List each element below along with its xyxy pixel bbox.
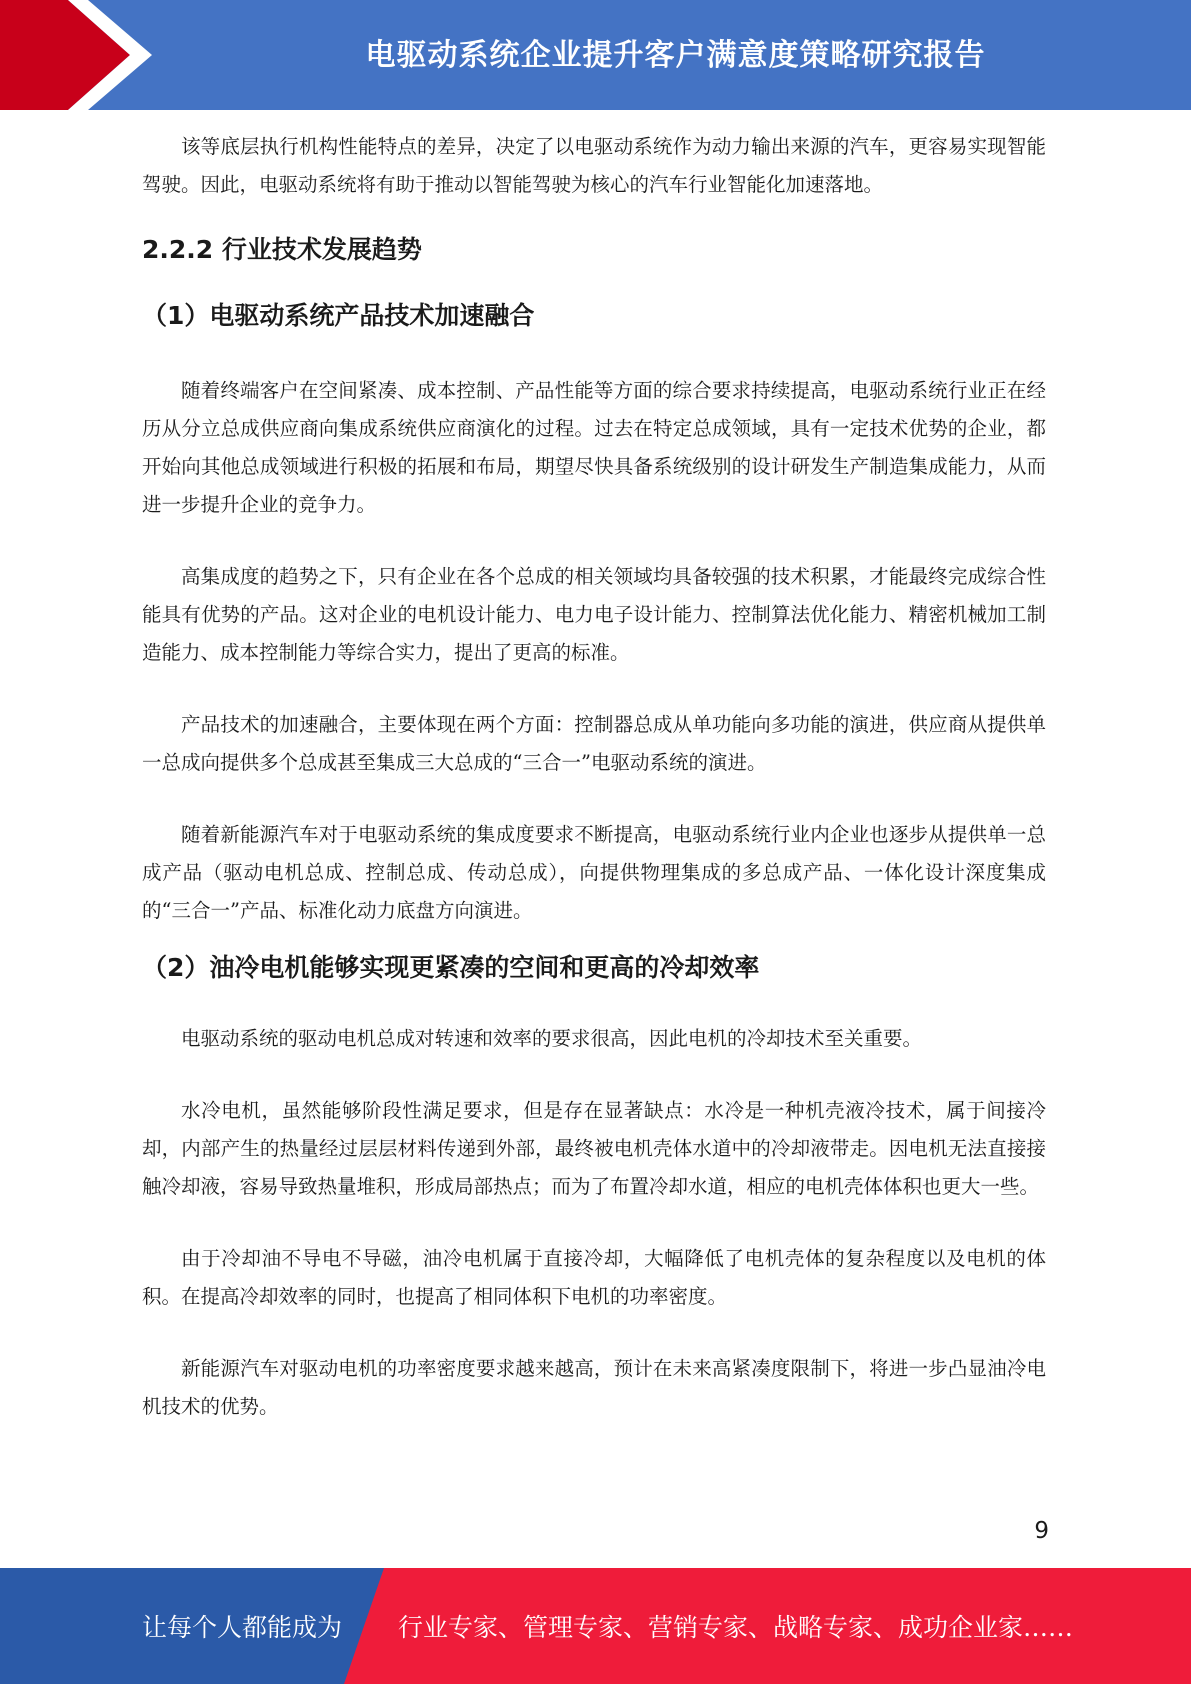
paragraph: 随着新能源汽车对于电驱动系统的集成度要求不断提高，电驱动系统行业内企业也逐步从提供单一总成产品（驱动电机总成、控制总成、传动总成），向提供物理集成的多总成产品、一体化设计深度集成的“三合一”产品、标准化动力底盘方向演进。 — [142, 823, 1046, 922]
page-content — [142, 128, 1046, 1426]
footer-slogan-right: 行业专家、管理专家、营销专家、战略专家、成功企业家…… — [398, 1613, 1074, 1642]
footer-slogan-left: 让每个人都能成为 — [142, 1613, 343, 1642]
paragraph: 由于冷却油不导电不导磁，油冷电机属于直接冷却，大幅降低了电机壳体的复杂程度以及电机的体积。在提高冷却效率的同时，也提高了相同体积下电机的功率密度。 — [142, 1247, 1046, 1308]
page-number: 9 — [1034, 1518, 1049, 1544]
section-heading: 2.2.2 行业技术发展趋势 — [142, 235, 422, 264]
page-header — [0, 0, 1191, 110]
page-footer — [0, 1568, 1191, 1684]
paragraph: 产品技术的加速融合，主要体现在两个方面：控制器总成从单功能向多功能的演进，供应商从提供单一总成向提供多个总成甚至集成三大总成的“三合一”电驱动系统的演进。 — [142, 713, 1046, 774]
paragraph: 随着终端客户在空间紧凑、成本控制、产品性能等方面的综合要求持续提高，电驱动系统行业正在经历从分立总成供应商向集成系统供应商演化的过程。过去在特定总成领域，具有一定技术优势的企业，都开始向其他总成领域进行积极的拓展和布局，期望尽快具备系统级别的设计研发生产制造集成能力，从而进一步提升企业的竞争力。 — [142, 379, 1046, 516]
intro-paragraph: 该等底层执行机构性能特点的差异，决定了以电驱动系统作为动力输出来源的汽车，更容易实现智能驾驶。因此，电驱动系统将有助于推动以智能驾驶为核心的汽车行业智能化加速落地。 — [142, 135, 1046, 196]
subsection-2-heading: （2）油冷电机能够实现更紧凑的空间和更高的冷却效率 — [142, 953, 760, 982]
paragraph: 水冷电机，虽然能够阶段性满足要求，但是存在显著缺点：水冷是一种机壳液冷技术，属于间接冷却，内部产生的热量经过层层材料传递到外部，最终被电机壳体水道中的冷却液带走。因电机无法直接接触冷却液，容易导致热量堆积，形成局部热点；而为了布置冷却水道，相应的电机壳体体积也更大一些。 — [142, 1099, 1046, 1198]
paragraph: 电驱动系统的驱动电机总成对转速和效率的要求很高，因此电机的冷却技术至关重要。 — [181, 1027, 923, 1050]
paragraph: 高集成度的趋势之下，只有企业在各个总成的相关领域均具备较强的技术积累，才能最终完成综合性能具有优势的产品。这对企业的电机设计能力、电力电子设计能力、控制算法优化能力、精密机械加工制造能力、成本控制能力等综合实力，提出了更高的标准。 — [142, 565, 1046, 664]
subsection-1-heading: （1）电驱动系统产品技术加速融合 — [142, 301, 535, 330]
report-title: 电驱动系统企业提升客户满意度策略研究报告 — [365, 38, 986, 73]
paragraph: 新能源汽车对驱动电机的功率密度要求越来越高，预计在未来高紧凑度限制下，将进一步凸显油冷电机技术的优势。 — [142, 1357, 1046, 1418]
